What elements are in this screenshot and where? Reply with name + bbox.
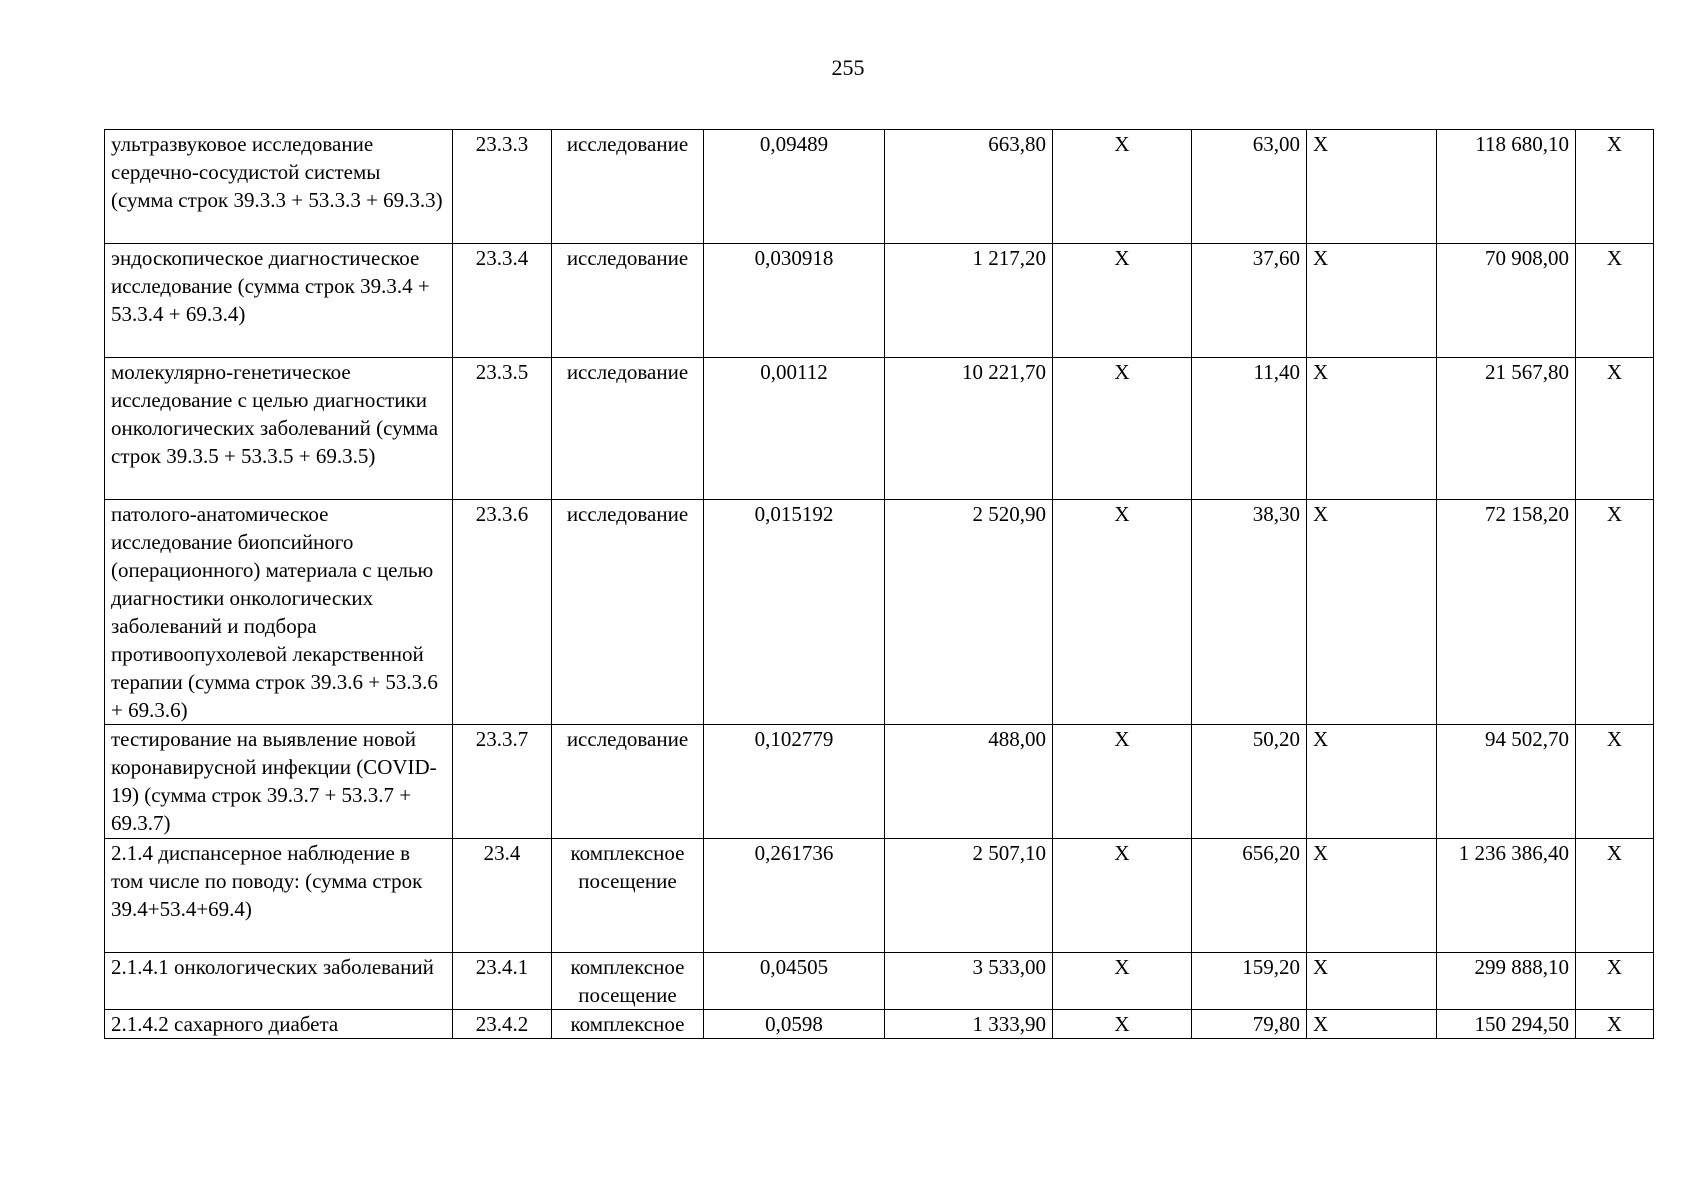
row-x1: Х — [1053, 244, 1192, 358]
row-x1: Х — [1053, 953, 1192, 1010]
row-x2: Х — [1307, 130, 1437, 244]
row-code: 23.4 — [453, 839, 552, 953]
row-x1: Х — [1053, 1010, 1192, 1039]
row-x3: Х — [1576, 725, 1654, 839]
table-row — [105, 130, 1654, 244]
row-norm: 0,102779 — [704, 725, 885, 839]
row-x3: Х — [1576, 839, 1654, 953]
row-x1: Х — [1053, 358, 1192, 500]
row-x3: Х — [1576, 358, 1654, 500]
row-x2: Х — [1307, 500, 1437, 725]
row-per-capita: 159,20 — [1192, 953, 1307, 1010]
row-x3: Х — [1576, 130, 1654, 244]
row-x3: Х — [1576, 953, 1654, 1010]
data-table — [104, 129, 1654, 1039]
row-per-capita: 37,60 — [1192, 244, 1307, 358]
row-code: 23.3.6 — [453, 500, 552, 725]
row-code: 23.3.3 — [453, 130, 552, 244]
row-name: 2.1.4.2 сахарного диабета — [105, 1010, 453, 1039]
row-total: 94 502,70 — [1437, 725, 1576, 839]
row-unit: комплексное — [552, 1010, 704, 1039]
row-name: тестирование на выявление новой коронавирусной инфекции (COVID-19) (сумма строк 39.3.7 + 53.3.7 + 69.3.7) — [105, 725, 453, 839]
table-row — [105, 500, 1654, 725]
row-cost: 10 221,70 — [885, 358, 1053, 500]
row-cost: 1 333,90 — [885, 1010, 1053, 1039]
row-x2: Х — [1307, 839, 1437, 953]
row-norm: 0,04505 — [704, 953, 885, 1010]
row-unit: комплексное посещение — [552, 839, 704, 953]
row-cost: 3 533,00 — [885, 953, 1053, 1010]
row-code: 23.3.5 — [453, 358, 552, 500]
table-row — [105, 725, 1654, 839]
row-per-capita: 38,30 — [1192, 500, 1307, 725]
row-total: 1 236 386,40 — [1437, 839, 1576, 953]
row-per-capita: 63,00 — [1192, 130, 1307, 244]
row-code: 23.4.2 — [453, 1010, 552, 1039]
row-cost: 2 507,10 — [885, 839, 1053, 953]
row-cost: 2 520,90 — [885, 500, 1053, 725]
table-row — [105, 358, 1654, 500]
page-number: 255 — [831, 55, 865, 80]
row-total: 299 888,10 — [1437, 953, 1576, 1010]
row-x2: Х — [1307, 725, 1437, 839]
row-x2: Х — [1307, 244, 1437, 358]
row-per-capita: 79,80 — [1192, 1010, 1307, 1039]
row-norm: 0,09489 — [704, 130, 885, 244]
row-norm: 0,0598 — [704, 1010, 885, 1039]
row-name: молекулярно-генетическое исследование с целью диагностики онкологических заболеваний (сумма строк 39.3.5 + 53.3.5 + 69.3.5) — [105, 358, 453, 500]
row-norm: 0,015192 — [704, 500, 885, 725]
row-name: эндоскопическое диагностическое исследование (сумма строк 39.3.4 + 53.3.4 + 69.3.4) — [105, 244, 453, 358]
row-unit: исследование — [552, 244, 704, 358]
table-row — [105, 953, 1654, 1010]
row-name: 2.1.4.1 онкологических заболеваний — [105, 953, 453, 1010]
row-x2: Х — [1307, 358, 1437, 500]
table-row — [105, 1010, 1654, 1039]
row-unit: исследование — [552, 725, 704, 839]
row-code: 23.3.4 — [453, 244, 552, 358]
row-cost: 1 217,20 — [885, 244, 1053, 358]
row-per-capita: 656,20 — [1192, 839, 1307, 953]
row-x2: Х — [1307, 953, 1437, 1010]
row-per-capita: 50,20 — [1192, 725, 1307, 839]
row-code: 23.3.7 — [453, 725, 552, 839]
row-x3: Х — [1576, 1010, 1654, 1039]
row-name: патолого-анатомическое исследование биопсийного (операционного) материала с целью диагностики онкологических заболеваний и подбора противоопухолевой лекарственной терапии (сумма строк 39.3.6 + 53.3.6 + 69.3.6) — [105, 500, 453, 725]
row-norm: 0,00112 — [704, 358, 885, 500]
row-per-capita: 11,40 — [1192, 358, 1307, 500]
row-x1: Х — [1053, 130, 1192, 244]
row-x3: Х — [1576, 500, 1654, 725]
table-row — [105, 244, 1654, 358]
row-total: 118 680,10 — [1437, 130, 1576, 244]
row-total: 72 158,20 — [1437, 500, 1576, 725]
row-x1: Х — [1053, 725, 1192, 839]
table-body — [105, 130, 1654, 1039]
row-code: 23.4.1 — [453, 953, 552, 1010]
row-cost: 663,80 — [885, 130, 1053, 244]
row-unit: исследование — [552, 358, 704, 500]
row-unit: исследование — [552, 130, 704, 244]
row-norm: 0,030918 — [704, 244, 885, 358]
row-x2: Х — [1307, 1010, 1437, 1039]
row-x3: Х — [1576, 244, 1654, 358]
row-total: 150 294,50 — [1437, 1010, 1576, 1039]
row-total: 70 908,00 — [1437, 244, 1576, 358]
row-cost: 488,00 — [885, 725, 1053, 839]
row-unit: исследование — [552, 500, 704, 725]
row-total: 21 567,80 — [1437, 358, 1576, 500]
row-x1: Х — [1053, 839, 1192, 953]
row-norm: 0,261736 — [704, 839, 885, 953]
row-name: 2.1.4 диспансерное наблюдение в том числе по поводу: (сумма строк 39.4+53.4+69.4) — [105, 839, 453, 953]
row-unit: комплексное посещение — [552, 953, 704, 1010]
row-x1: Х — [1053, 500, 1192, 725]
table-row — [105, 839, 1654, 953]
row-name: ультразвуковое исследование сердечно-сосудистой системы (сумма строк 39.3.3 + 53.3.3 + 69.3.3) — [105, 130, 453, 244]
